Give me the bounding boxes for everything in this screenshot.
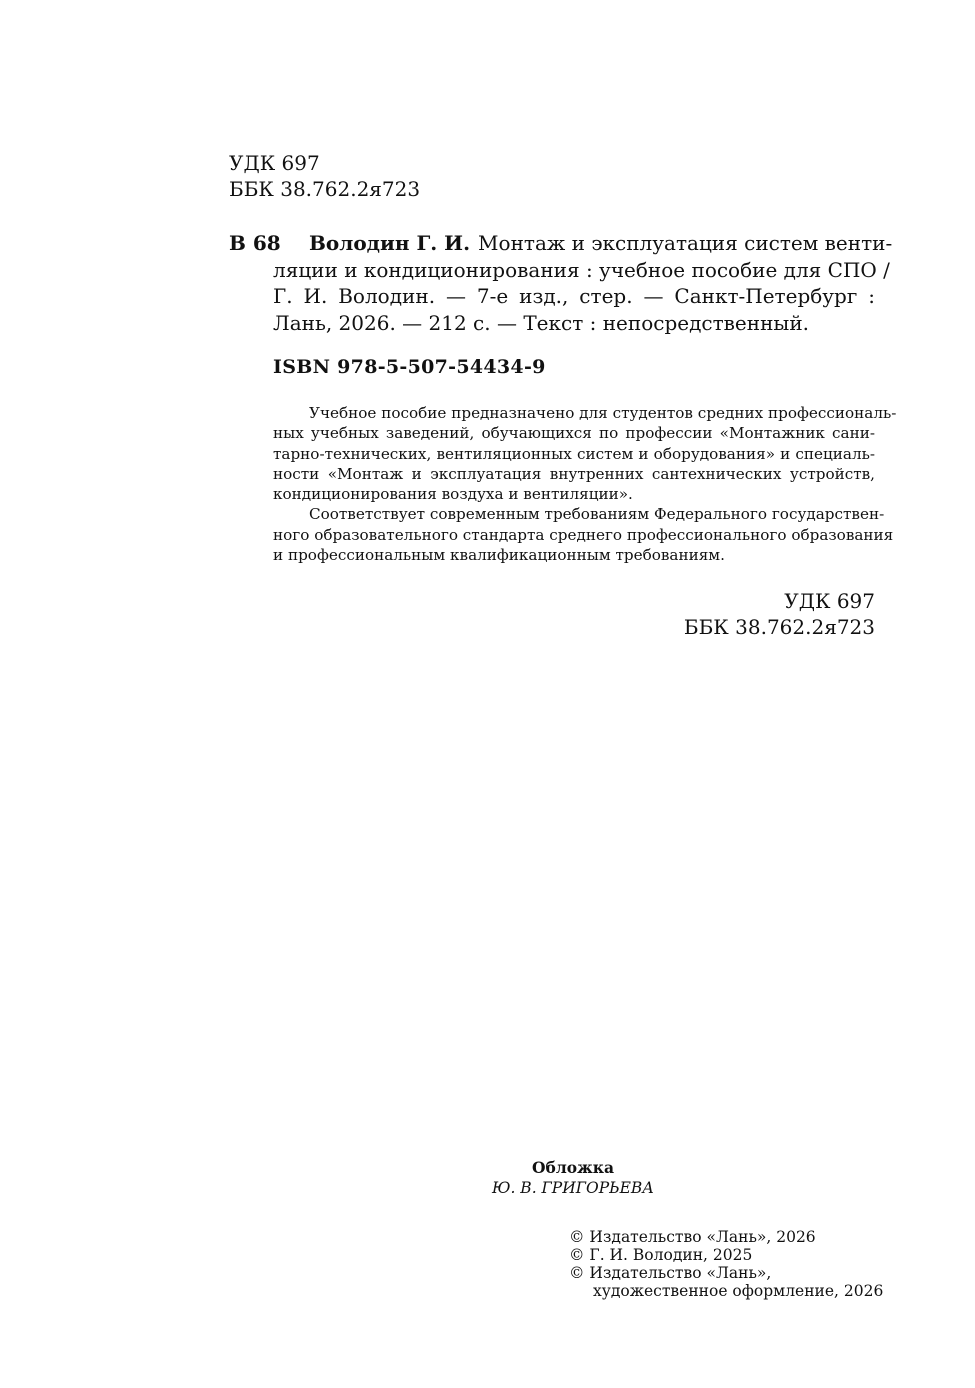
bibliographic-entry	[229, 230, 893, 336]
bbk-code: ББК 38.762.2я723	[683, 615, 875, 639]
annotation-line: кондиционирования воздуха и вентиляции».	[273, 485, 633, 504]
bbk-code: ББК 38.762.2я723	[229, 177, 421, 201]
udk-code: УДК 697	[229, 151, 320, 175]
copyright-block	[569, 1228, 883, 1300]
copyright-line: © Издательство «Лань»,	[569, 1264, 772, 1282]
entry-line-2: ляции и кондиционирования : учебное пособие для СПО /	[273, 257, 890, 282]
cover-credit	[480, 1158, 666, 1198]
annotation-line: ных учебных заведений, обучающихся по профессии «Монтажник сани-	[273, 424, 875, 443]
annotation-line: Учебное пособие предназначено для студентов средних профессиональ-	[309, 404, 897, 422]
author-name: Володин Г. И.	[309, 231, 471, 255]
annotation-line: и профессиональным квалификационным требованиям.	[273, 546, 725, 565]
copyright-line: © Издательство «Лань», 2026	[569, 1228, 816, 1246]
classification-block-bottom	[684, 588, 875, 640]
copyright-line: художественное оформление, 2026	[593, 1282, 884, 1300]
annotation	[273, 403, 897, 565]
annotation-line: Соответствует современным требованиям Федерального государствен-	[309, 505, 885, 524]
author-sign: В 68	[229, 231, 281, 255]
annotation-line: ного образовательного стандарта среднего профессионального образования	[273, 525, 894, 544]
annotation-line: тарно-технических, вентиляционных систем и оборудования» и специаль-	[273, 444, 875, 463]
isbn: ISBN 978-5-507-54434-9	[273, 356, 546, 378]
copyright-line: © Г. И. Володин, 2025	[569, 1246, 753, 1264]
cover-designer: Ю. В. ГРИГОРЬЕВА	[491, 1179, 655, 1197]
title-start: Монтаж и эксплуатация систем венти-	[478, 231, 893, 255]
annotation-line: ности «Монтаж и эксплуатация внутренних сантехнических устройств,	[273, 464, 875, 483]
entry-line-3: Г. И. Володин. — 7-е изд., стер. — Санкт-Петербург :	[273, 284, 875, 308]
classification-block-top	[229, 150, 420, 202]
entry-line-1	[229, 230, 893, 257]
cover-label: Обложка	[532, 1158, 614, 1177]
udk-code: УДК 697	[784, 589, 875, 613]
entry-line-4: Лань, 2026. — 212 с. — Текст : непосредственный.	[273, 310, 810, 335]
